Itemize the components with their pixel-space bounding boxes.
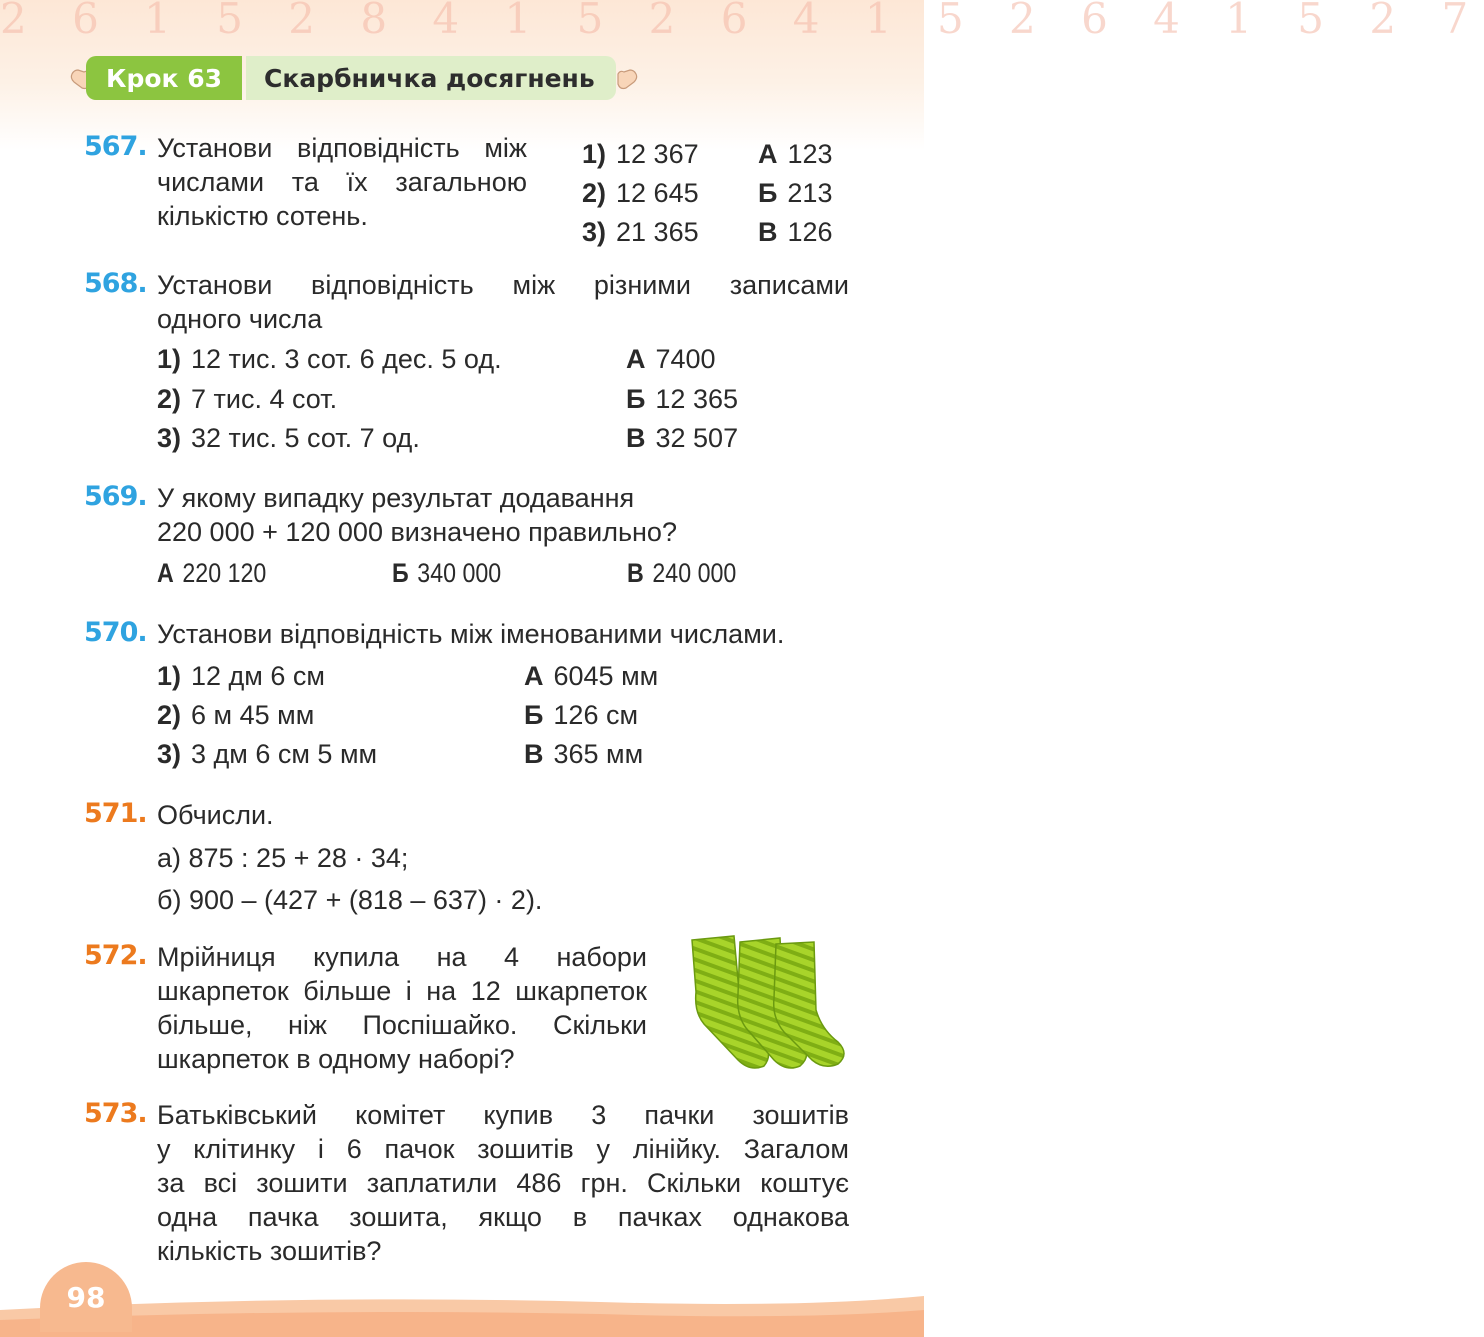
exercise-text-line: одного числа: [157, 304, 323, 334]
option-right-b: Б 12 365: [626, 384, 738, 414]
background-digits-decoration: 2 6 1 5 2 8 4 1 5 2 6 4 1 5 2 6 4 1 5 2 7: [0, 0, 1484, 43]
option-right-c: В 32 507: [626, 423, 739, 453]
answer-option-c: В 240 000: [627, 558, 737, 588]
option-left-2: 2) 6 м 45 мм: [157, 700, 315, 730]
section-title: Скарбничка досягнень: [246, 56, 616, 100]
answer-option-a: А 220 120: [157, 558, 267, 588]
answer-option-b: Б 340 000: [392, 558, 502, 588]
exercise-text-line: числами та їх загальною: [157, 167, 527, 197]
exercise-text-line: У якому випадку результат додавання: [157, 483, 635, 513]
option-right-c: В 365 мм: [524, 739, 644, 769]
exercise-number: 571.: [84, 798, 147, 829]
option-right-b: Б 213: [758, 178, 833, 208]
exercise-text: Установи відповідність між іменованими числами.: [157, 619, 785, 649]
expression-a: а) 875 : 25 + 28 · 34;: [157, 843, 409, 873]
exercise-text-line: одна пачка зошита, якщо в пачках однакова: [157, 1202, 849, 1232]
exercise-text-line: більше, ніж Поспішайко. Скільки: [157, 1010, 647, 1040]
exercise-number: 567.: [84, 131, 147, 162]
option-left-2: 2) 12 645: [582, 178, 699, 208]
exercise-text-line: 220 000 + 120 000 визначено правильно?: [157, 517, 677, 547]
option-left-2: 2) 7 тис. 4 сот.: [157, 384, 338, 414]
option-right-a: А 123: [758, 139, 833, 169]
step-badge: Крок 63: [86, 56, 242, 100]
exercise-number: 572.: [84, 940, 147, 971]
exercise-text-line: у клітинку і 6 пачок зошитів у лінійку. Загалом: [157, 1134, 849, 1164]
exercise-number: 569.: [84, 481, 147, 512]
option-right-b: Б 126 см: [524, 700, 639, 730]
exercise-text-line: шкарпеток більше і на 12 шкарпеток: [157, 976, 647, 1006]
exercise-text: Обчисли.: [157, 800, 274, 830]
page-number: 98: [40, 1262, 132, 1332]
exercise-number: 568.: [84, 268, 147, 299]
exercise-text-line: кількістю сотень.: [157, 201, 368, 231]
exercise-text-line: Батьківський комітет купив 3 пачки зошитів: [157, 1100, 849, 1130]
exercise-text-line: Установи відповідність між: [157, 133, 527, 163]
exercise-text-line: Установи відповідність між різними записами: [157, 270, 849, 300]
expression-b: б) 900 – (427 + (818 – 637) · 2).: [157, 885, 543, 915]
exercise-number: 573.: [84, 1098, 147, 1129]
option-right-a: А 7400: [626, 344, 716, 374]
option-right-a: А 6045 мм: [524, 661, 659, 691]
option-left-3: 3) 21 365: [582, 217, 699, 247]
exercise-text-line: за всі зошити заплатили 486 грн. Скільки коштує: [157, 1168, 849, 1198]
exercise-text-line: шкарпеток в одному наборі?: [157, 1044, 515, 1074]
socks-illustration: [684, 932, 854, 1072]
option-left-1: 1) 12 367: [582, 139, 699, 169]
option-left-1: 1) 12 тис. 3 сот. 6 дес. 5 од.: [157, 344, 502, 374]
exercise-text-line: Мрійниця купила на 4 набори: [157, 942, 647, 972]
option-left-1: 1) 12 дм 6 см: [157, 661, 325, 691]
exercise-number: 570.: [84, 617, 147, 648]
option-left-3: 3) 32 тис. 5 сот. 7 од.: [157, 423, 420, 453]
footer-wave-decoration: [0, 1280, 924, 1337]
option-right-c: В 126: [758, 217, 833, 247]
option-left-3: 3) 3 дм 6 см 5 мм: [157, 739, 378, 769]
exercise-text-line: кількість зошитів?: [157, 1236, 382, 1266]
pointing-hand-icon: [616, 64, 638, 92]
